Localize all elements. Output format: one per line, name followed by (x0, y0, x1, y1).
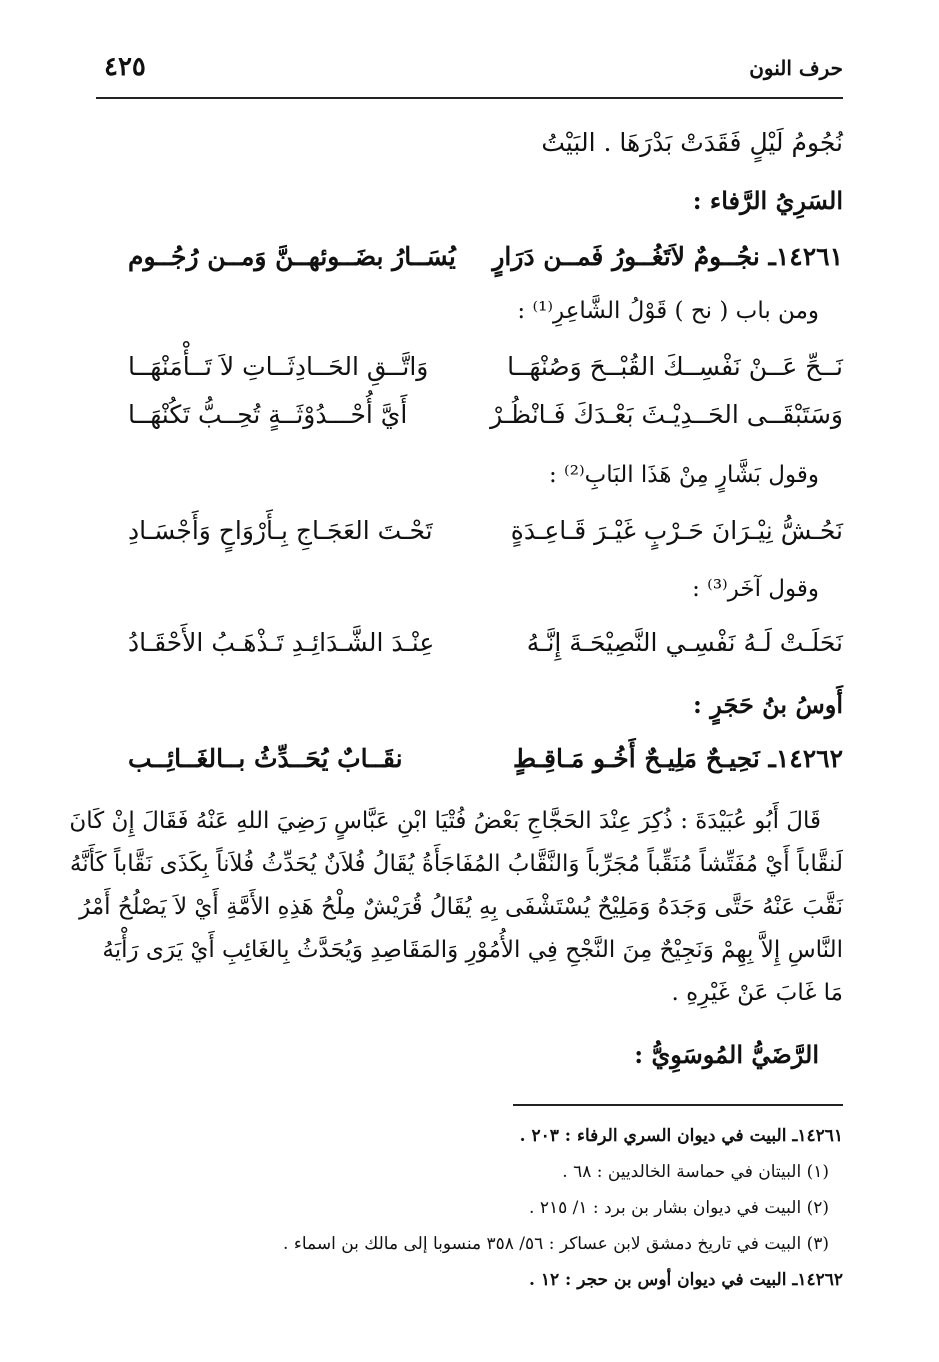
footnote: (٢) البيت في ديوان بشار بن برد : ١/ ٢١٥ . (529, 1198, 829, 1218)
verse-intro: وقول آخَر⁽³⁾ : (692, 576, 819, 602)
footnote: ١٤٢٦٢ـ البيت في ديوان أوس بن حجر : ١٢ . (528, 1270, 843, 1290)
verse-second-hemistich: تَحْـتَ العَجَـاجِ بِـأَرْوَاحٍ وَأَجْسَـادِ (128, 516, 433, 545)
verse-first-hemistich: نَحُـشُّ نِيْـرَانَ حَـرْبٍ غَيْـرَ قَـاعِـدَةٍ (510, 516, 843, 545)
verse-first-hemistich: ١٤٢٦٢ـ نَحِيـحٌ مَلِيـحٌ أَخُـو مَـاقِـطٍ (512, 744, 843, 773)
poet-name: الرَّضَيُّ المُوسَوِيُّ : (634, 1040, 819, 1069)
footnote: (٣) البيت في تاريخ دمشق لابن عساكر : ٥٦/ ٣٥٨ منسوبا إلى مالك بن اسماء . (283, 1234, 829, 1254)
chapter-title: حرف النون (749, 56, 843, 80)
verse-first-hemistich: نَــحِّ عَــنْ نَفْسِــكَ القُبْــحَ وَصُنْهَــا (507, 352, 843, 381)
footnote: (١) البيتان في حماسة الخالديين : ٦٨ . (562, 1162, 829, 1182)
poet-name: أَوسُ بنُ حَجَرٍ : (693, 690, 843, 719)
paragraph-line: نَقَّبَ عَنْهُ حَتَّى وَجَدَهُ وَمَلِيْحٌ يُسْتَشْفَى بِهِ يُقَالُ قُرَيْشٌ مِلْحُ هَذِهِ الأَمَّةِ أَيْ لاَ يَصْلُحُ أَمْرُ (79, 894, 843, 920)
verse-bashshar (128, 516, 843, 560)
verse-first-hemistich: ١٤٢٦١ـ نجُــومٌ لاَتَغُــورُ فَمــن دَرَارٍ (492, 242, 843, 271)
verse-second-hemistich: أَيَّ أُحْـــدُوْثَــةٍ تُحِــبُّ تَكُنْهَــا (128, 400, 408, 429)
verse-intro: ومن باب ( نح ) قَوْلُ الشَّاعِرِ⁽¹⁾ : (517, 298, 819, 324)
commentary-paragraph (69, 800, 843, 1015)
verse-akhar (128, 628, 843, 672)
footnote: ١٤٢٦١ـ البيت في ديوان السري الرفاء : ٢٠٣ . (519, 1126, 843, 1146)
verse-intro: وقول بَشَّارٍ مِنْ هَذَا البَابِ⁽²⁾ : (549, 462, 819, 488)
verse-nah-1 (128, 352, 843, 396)
verse-fragment: نُجُومُ لَيْلٍ فَقَدَتْ بَدْرَهَا . البَيْتُ (541, 128, 843, 157)
paragraph-line: مَا غَابَ عَنْ غَيْرِهِ . (671, 980, 843, 1006)
header-divider (96, 97, 843, 99)
page-number: ٤٢٥ (104, 52, 146, 82)
paragraph-line: قَالَ أَبُو عُبَيْدَةَ : ذُكِرَ عِنْدَ الحَجَّاجِ بَعْضُ فُتْيَا ابْنِ عَبَّاسٍ رَضِيَ اللهِ عَنْهُ فَقَالَ إِنْ كَانَ (69, 808, 821, 834)
verse-14261 (128, 242, 843, 286)
verse-second-hemistich: وَاتَّــقِ الحَــادِثَــاتِ لاَ تَــأْمَنْهَــا (128, 352, 429, 381)
verse-nah-2 (128, 400, 843, 444)
page-header (96, 52, 843, 92)
footnote-divider (513, 1104, 843, 1106)
verse-second-hemistich: يُسَــارُ بضَــوئهــنَّ وَمــن رُجُــوم (128, 242, 456, 271)
verse-first-hemistich: وَسَتَبْقَــى الحَــدِيْـثَ بَعْـدَكَ فَـانْظُـرْ (490, 400, 843, 429)
paragraph-line: لَنقَّاباً أَيْ مُفَتِّشاً مُنَقِّباً مُجَرِّباً وَالنَّقَّابُ المُفَاجَأَةُ يُقَالُ فُلاَنٌ يُحَدِّثُ فُلاَناً بِكَذَى نَقَّاباً كَأَنَّهُ (69, 851, 843, 877)
verse-first-hemistich: نَحَلَـتْ لَـهُ نَفْسِـي النَّصِيْحَـةَ إِنَّـهُ (526, 628, 843, 657)
poet-name: السَرِيُ الرَّفاء : (692, 186, 843, 215)
paragraph-line: النَّاسِ إِلاَّ بِهِمْ وَنَجِيْحٌ مِنَ النَّجْحِ فِي الأُمُوْرِ وَالمَقَاصِدِ وَيُحَدَّثُ بِالغَائِبِ أَيْ يَرَى رَأْيَهُ (102, 937, 843, 963)
verse-second-hemistich: عِنْـدَ الشَّـدَائِـدِ تَـذْهَـبُ الأَحْقَـادُ (128, 628, 435, 657)
verse-14262 (128, 744, 843, 788)
verse-second-hemistich: نقَــابٌ يُحَــدِّثُ بــالغَــائِــب (128, 744, 403, 773)
